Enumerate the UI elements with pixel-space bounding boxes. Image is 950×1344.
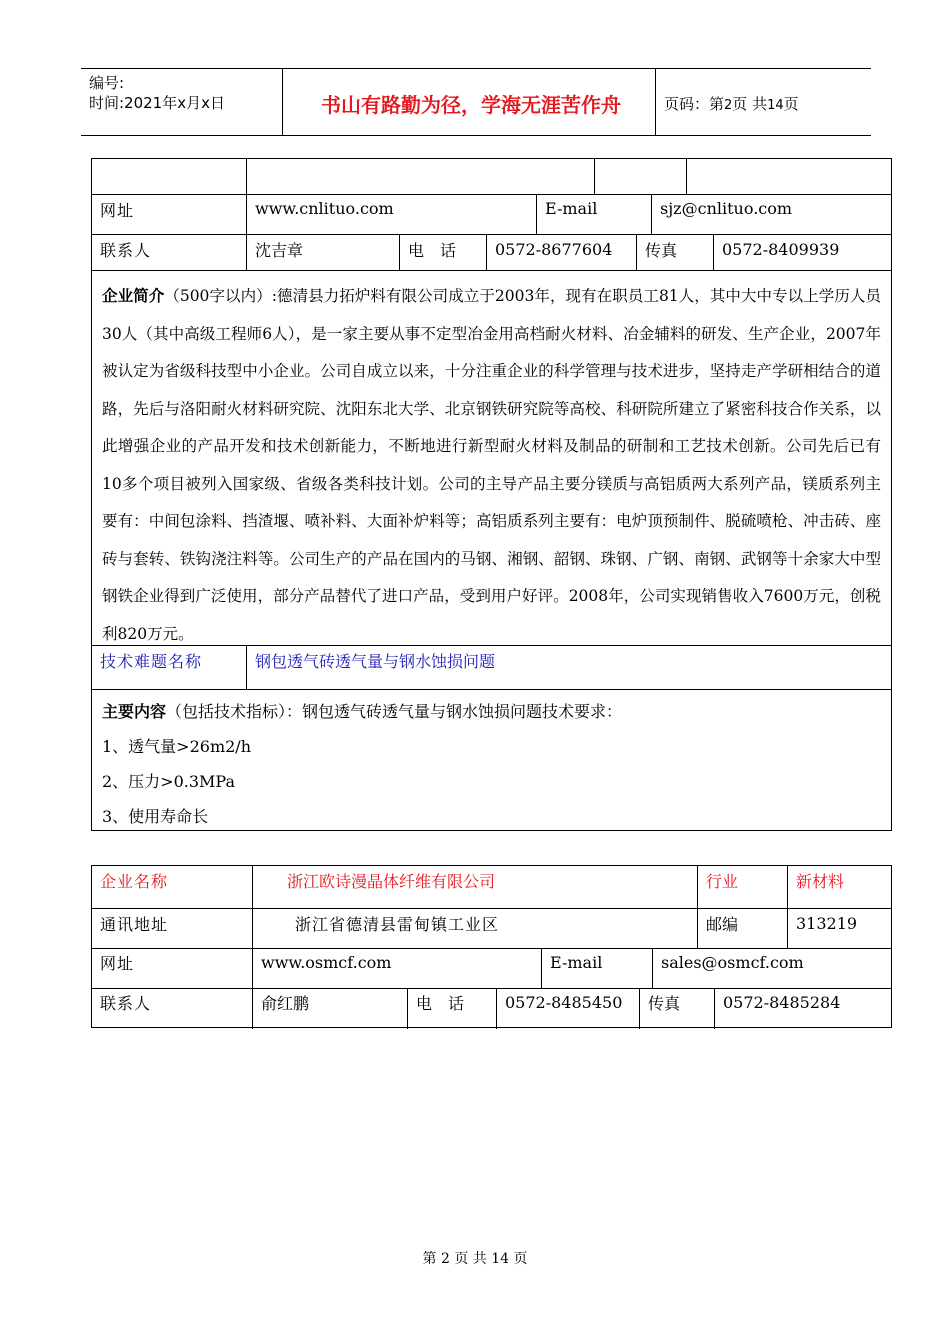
website-value: www.osmcf.com — [252, 949, 541, 989]
fax-value: 0572-8409939 — [713, 235, 891, 271]
table-row — [92, 988, 891, 1029]
header-page-number: 页码：第2页 共14页 — [664, 95, 799, 113]
list-item: 1、透气量>26m2/h — [102, 737, 251, 756]
intro-note: （500字以内）: — [164, 287, 277, 305]
doc-time: 时间:2021年x月x日 — [89, 94, 225, 112]
table-row — [92, 948, 891, 989]
contact-label: 联系人 — [100, 241, 152, 260]
email-value: sales@osmcf.com — [652, 949, 891, 989]
email-label: E-mail — [536, 195, 651, 235]
address-label: 通讯地址 — [100, 915, 169, 934]
phone-value: 0572-8677604 — [486, 235, 636, 271]
table-row — [92, 159, 891, 195]
table-row — [92, 270, 891, 646]
header-divider — [282, 69, 283, 135]
phone-value: 0572-8485450 — [496, 989, 639, 1029]
website-label: 网址 — [100, 201, 135, 220]
intro-text: 德清县力拓炉料有限公司成立于2003年，现有在职员工81人，其中大中专以上学历人员30人（其中高级工程师6人），是一家主要从事不定型冶金用高档耐火材料、冶金辅料的研发、生产企业，2007年被认定为省级科技型中小企业。公司自成立以来，十分注重企业的科学管理与技术进步，坚持走产学研相结合的道路，先后与洛阳耐火材料研究院、沈阳东北大学、北京钢铁研究院等高校、科研院所建立了紧密科技合作关系，以此增强企业的产品开发和技术创新能力，不断地进行新型耐火材料及制品的研制和工艺技术创新。公司先后已有10多个项目被列入国家级、省级各类科技计划。公司的主导产品主要分镁质与高铝质两大系列产品，镁质系列主要有：中间包涂料、挡渣堰、喷补料、大面补炉料等；高铝质系列主要有：电炉顶预制件、脱硫喷枪、冲击砖、座砖与套转、铁钩浇注料等。公司生产的产品在国内的马钢、湘钢、韶钢、珠钢、广钢、南钢、武钢等十余家大中型钢铁企业得到广泛使用，部分产品替代了进口产品，受到用户好评。2008年，公司实现销售收入7600万元，创税利820万元。 — [102, 287, 881, 643]
tech-problem-title: 钢包透气砖透气量与钢水蚀损问题 — [246, 646, 891, 690]
table-row — [92, 689, 891, 832]
list-item: 2、压力>0.3MPa — [102, 772, 236, 791]
website-value: www.cnlituo.com — [246, 195, 536, 235]
content-label: 主要内容 — [102, 702, 167, 721]
zip-value: 313219 — [787, 909, 891, 949]
phone-label: 电 话 — [399, 235, 486, 271]
address-value: 浙江省德清县雷甸镇工业区 — [252, 909, 697, 949]
phone-label: 电 话 — [407, 989, 496, 1029]
contact-value: 沈吉章 — [246, 235, 399, 271]
content-intro: 钢包透气砖透气量与钢水蚀损问题技术要求： — [302, 702, 623, 721]
company1-table — [91, 158, 892, 831]
email-value: sjz@cnlituo.com — [651, 195, 891, 235]
page-footer: 第 2 页 共 14 页 — [422, 1251, 528, 1267]
page-header — [81, 68, 871, 136]
fax-value: 0572-8485284 — [714, 989, 891, 1029]
header-meta — [89, 73, 225, 113]
main-content — [92, 690, 891, 832]
header-motto: 书山有路勤为径，学海无涯苦作舟 — [321, 92, 621, 117]
website-label: 网址 — [100, 954, 135, 973]
industry-label: 行业 — [697, 866, 787, 909]
table-row — [92, 194, 891, 235]
content-note: （包括技术指标）： — [166, 702, 303, 721]
table-row — [92, 908, 891, 949]
doc-number: 编号: — [89, 74, 125, 92]
company-name-label: 企业名称 — [100, 872, 169, 891]
zip-label: 邮编 — [697, 909, 787, 949]
fax-label: 传真 — [636, 235, 713, 271]
list-item: 3、使用寿命长 — [102, 807, 209, 826]
company-name-value: 浙江欧诗漫晶体纤维有限公司 — [252, 866, 697, 909]
company2-table — [91, 865, 892, 1028]
fax-label: 传真 — [639, 989, 714, 1029]
contact-label: 联系人 — [100, 994, 152, 1013]
table-row — [92, 866, 891, 909]
contact-value: 俞红鹏 — [252, 989, 407, 1029]
table-row — [92, 234, 891, 271]
tech-problem-label: 技术难题名称 — [100, 652, 203, 671]
company-intro — [92, 271, 891, 646]
intro-label: 企业简介 — [102, 286, 165, 305]
email-label: E-mail — [541, 949, 652, 989]
table-row — [92, 645, 891, 690]
industry-value: 新材料 — [787, 866, 891, 909]
